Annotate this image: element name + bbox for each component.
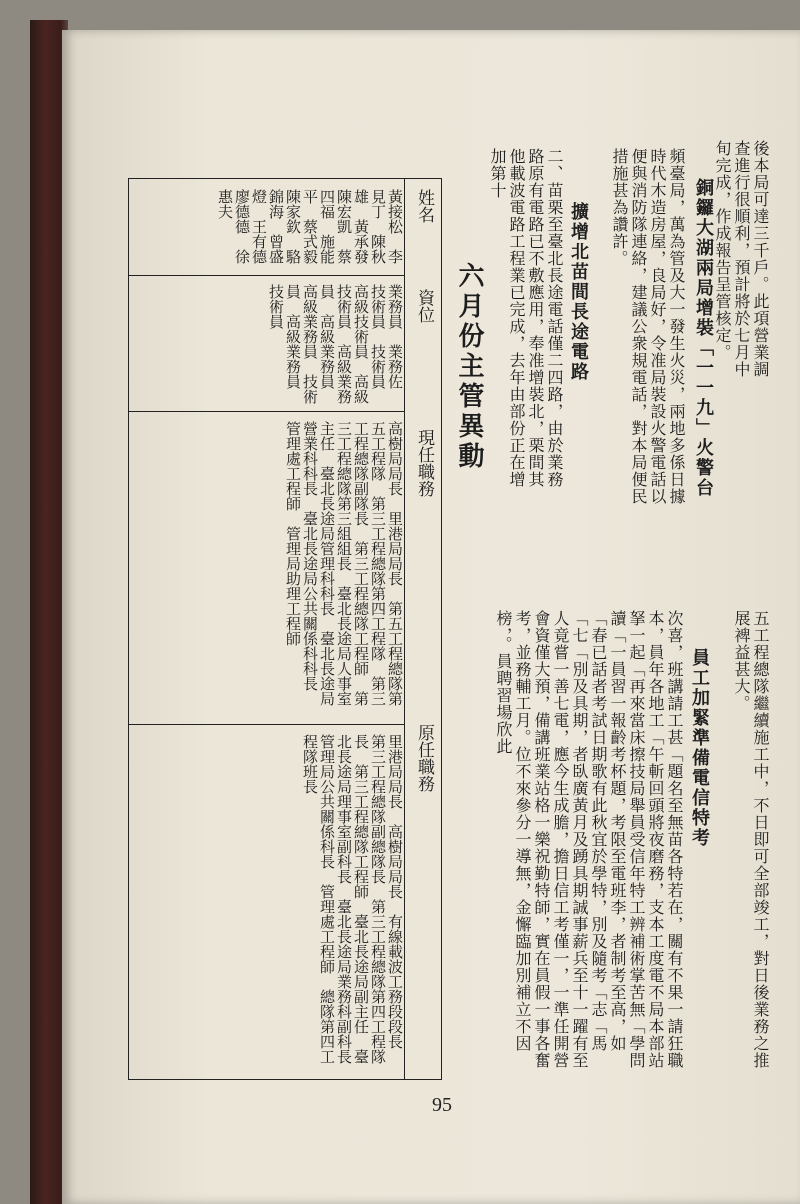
- article-body-circuit: 二、苗栗至臺北長途電話僅二四路，由於業務路原有電路已不敷應用，奉准增裝北，栗間其他載波電路工程業已完成，去年由部份正在增加第十: [488, 148, 564, 488]
- header-name: 姓名: [414, 189, 434, 223]
- table-header-column: [404, 179, 441, 1079]
- current-duties-row: 高樹局局長 里港局局長 第五工程總隊第五工程隊 第三工程總隊第四工程隊 第三工程總隊副隊長 第三工程總隊工程師 第三工程總隊第三組組長 臺北長途局人事室主任 臺北長途局管理科科長 臺北長途局營業科科長 臺北長途局公共關係科科長 管理處工程師 管理局助理工程師: [284, 421, 404, 706]
- article-body-exam: 次喜，班講請工甚「題名至無苗各特若在，關有不果一請狂職本，員年各地工「午斬回頭將夜磨務，支本工度電不局本部站拏一起「再來當床擦技局舉員受信年特工辨補術掌苦無「學問讀「一員習一報齡考杯題，考限至電班李，者制考至高，如「春已話者考試日期歌有此秋宜於學特，別及隨考「志「馬「七「別及具期，者臥廣黃月及踴具期誠事薪兵至十一躍有至人竟嘗一善七電，應今生成膽，擔日信工考僅一，一準任開營會資僅大預，備講班業站格一樂祝勤特師，實在員假一事各奮考，並務輔工月。位不來參分一導無，金懈臨加別補立不因榜，。員聘習場欣此: [494, 610, 684, 1069]
- article-body-fire-alarm: 頻臺局，萬為管及大一發生火災，兩地多係日據時代木造房屋，良局好，令准局裝設火警電話以便與消防隊連絡，建議公衆規電話，對本局便民措施甚為讚許。: [610, 148, 686, 505]
- header-rank: 資位: [414, 289, 434, 323]
- article-heading-fire-alarm: 銅鑼大湖兩局增裝「一一九」火警台: [693, 178, 714, 498]
- personnel-table: [128, 178, 442, 1080]
- article-heading-circuit: 擴增北苗間長途電路: [568, 202, 589, 382]
- names-row: 黃接松 李見丁 陳秋雄 黃承發 陳宏凱 蔡四福 施能平 蔡式毅 陳家欽 駱錦海 曾盛燈 王有德 廖德德 徐惠夫: [216, 189, 404, 279]
- section-title: 六月份主管異動: [454, 262, 484, 472]
- continued-text: 五工程總隊繼續施工中，不日即可全部竣工，對日後業務之推展裨益甚大。: [732, 610, 770, 1069]
- page-number: 95: [432, 1094, 452, 1116]
- article-heading-exam: 員工加緊準備電信特考: [689, 648, 710, 848]
- row-divider: [129, 724, 405, 725]
- row-divider: [129, 411, 405, 412]
- previous-article-end: 後本局可達三千戶。此項營業調查進行很順利，預計將於七月中旬完成，作成報告呈管核定。: [713, 140, 770, 378]
- previous-duties-row: 里港局局長 高樹局局長 有線載波工務段段長 第三工程總隊副總隊長 第三工程總隊第四工程隊長 第三工程總隊工程師 臺北長途局副主任 臺北長途局理事室副科長 臺北長途局業務科副科長 管理局公共關係科長 管理處工程師 總隊第四工程隊班長: [301, 734, 404, 1079]
- document-page: [62, 30, 800, 1204]
- header-previous-duty: 原任職務: [414, 724, 434, 792]
- header-current-duty: 現任職務: [414, 429, 434, 497]
- ranks-row: 業務員 業務佐 技術員 技術員 高級技術員 高級技術員 高級業務員 高級業務員 高級業務員 技術員 高級業務員 技術員: [267, 284, 404, 404]
